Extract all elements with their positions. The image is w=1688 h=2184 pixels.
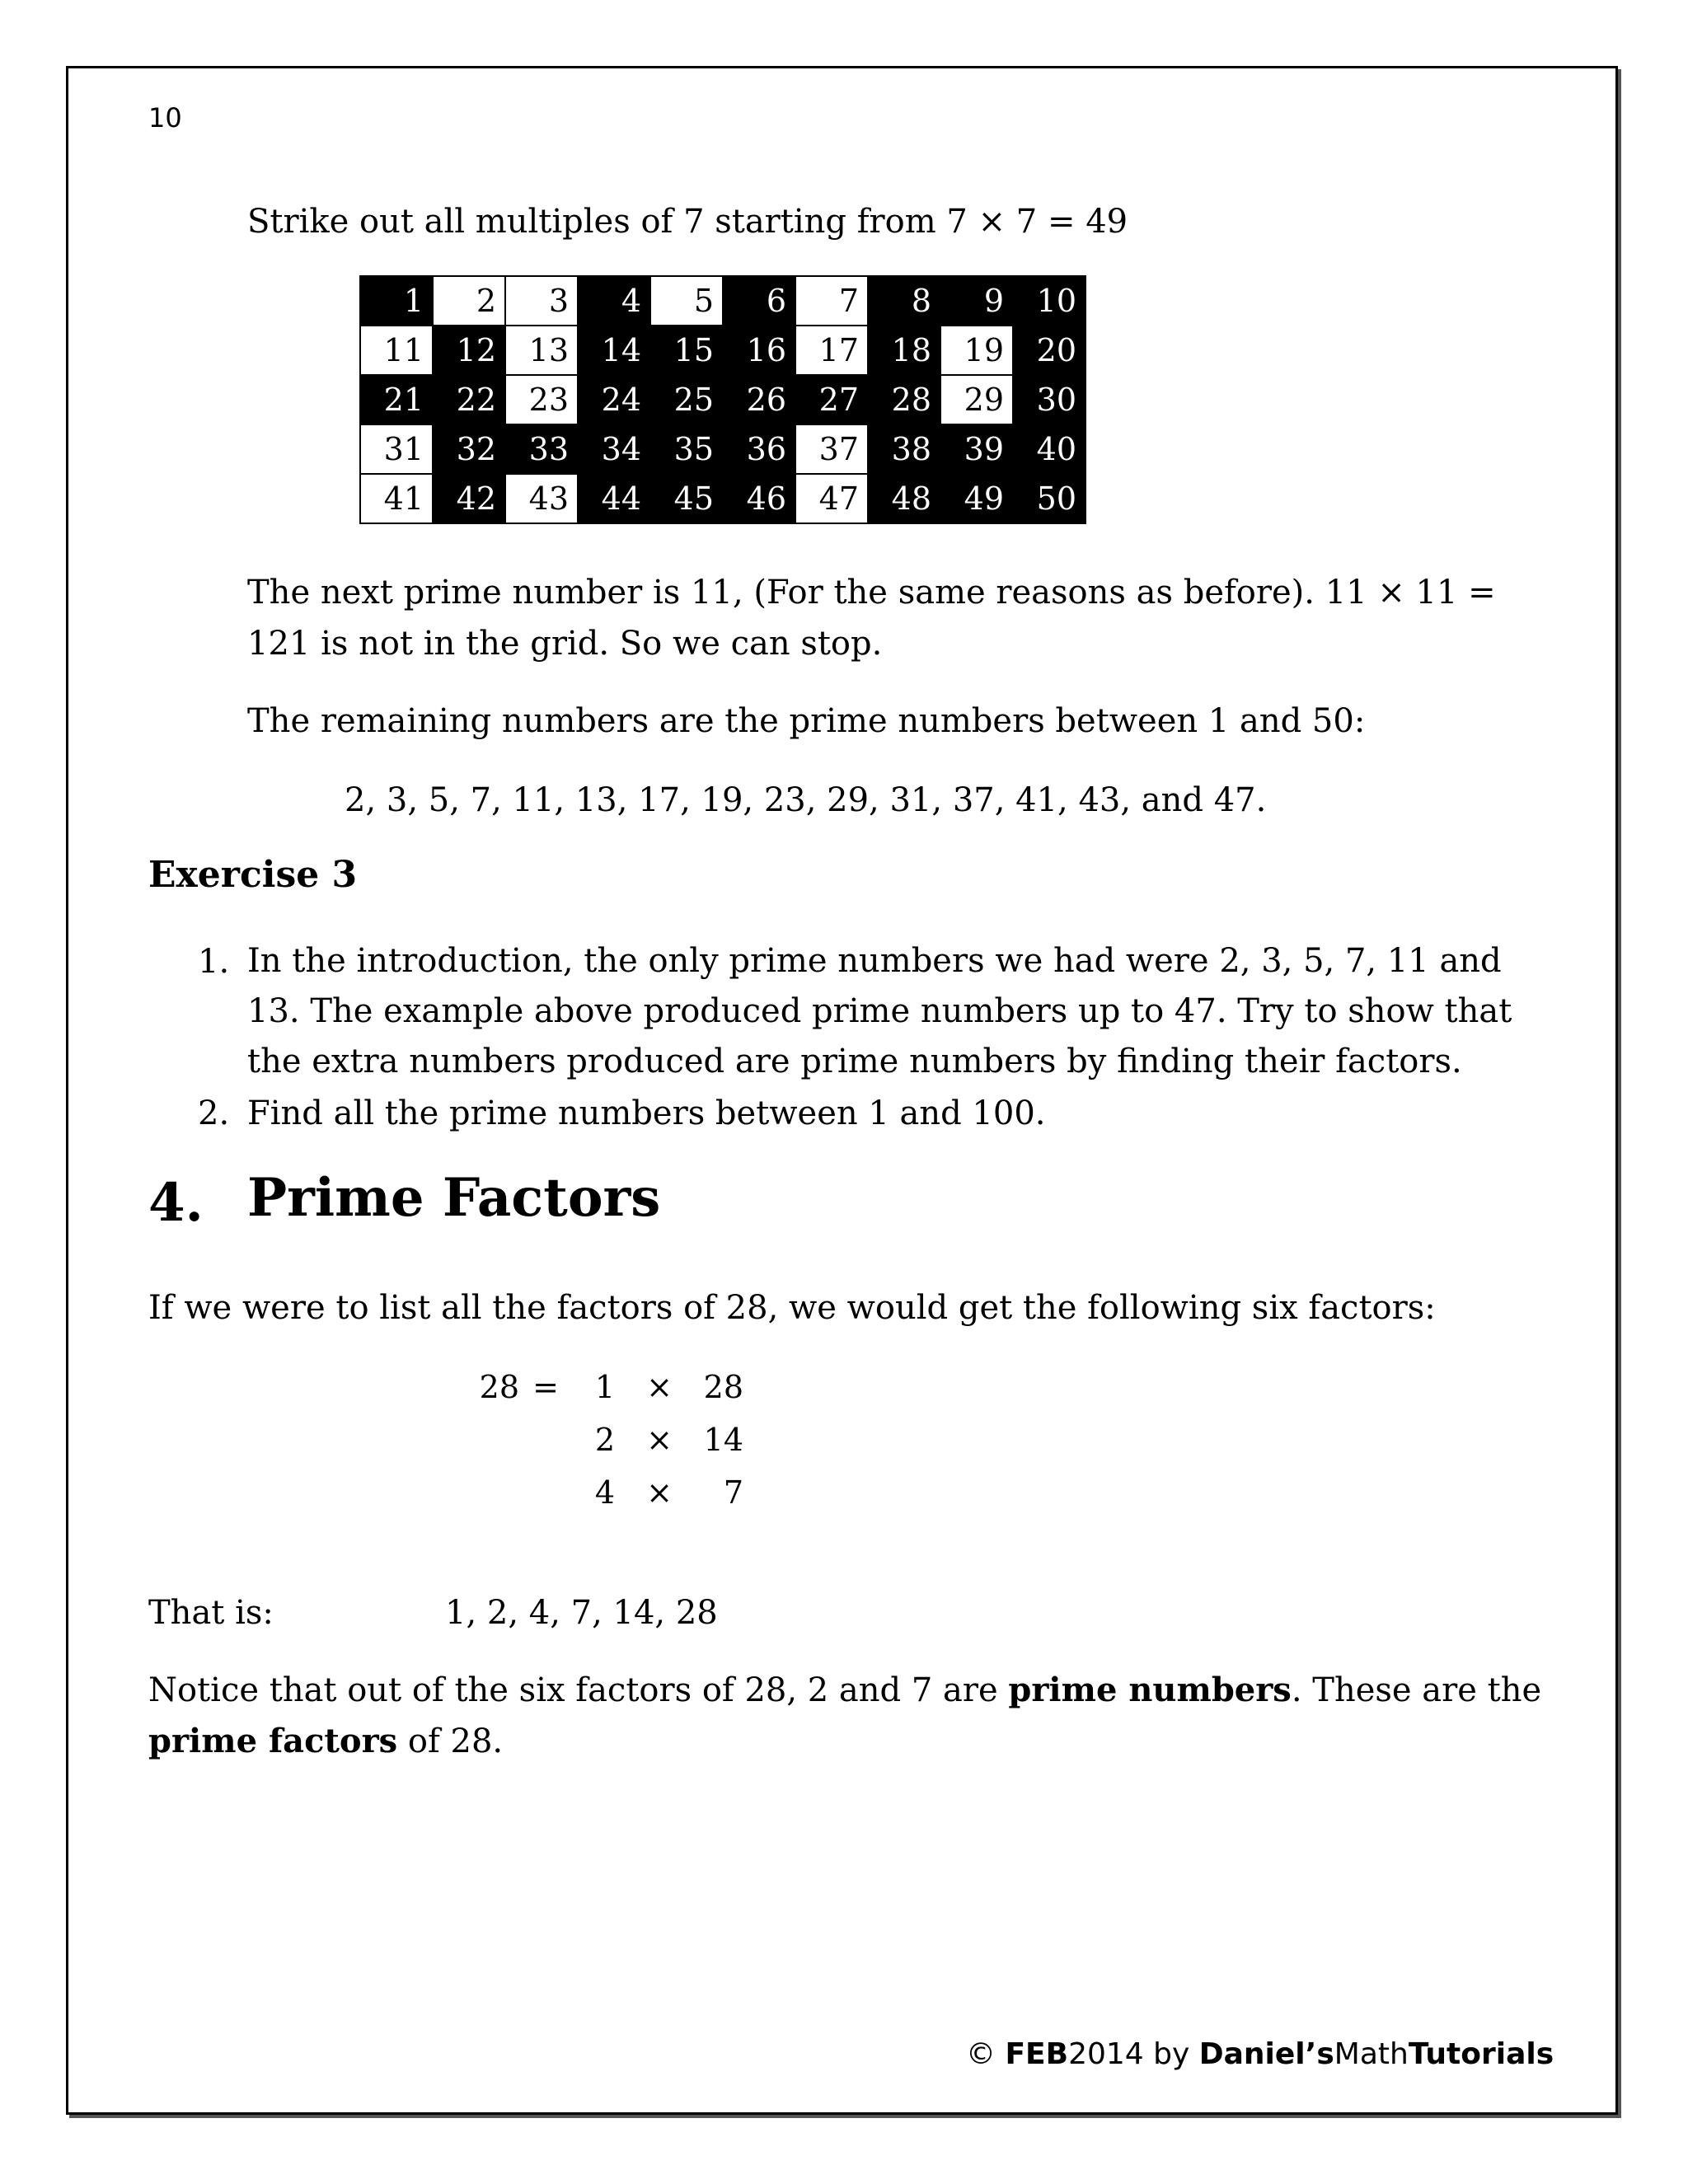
footer-year: 2014 by [1068,2037,1199,2071]
grid-cell: 45 [650,474,723,523]
factor-equals: = [532,1369,559,1405]
grid-cell: 36 [723,424,795,474]
grid-cell: 44 [578,474,650,523]
grid-cell: 9 [940,276,1013,326]
notice-bold-prime-numbers: prime numbers [1008,1671,1292,1709]
factor-lhs: 28 [479,1369,519,1405]
grid-cell: 22 [433,375,505,424]
grid-cell: 20 [1013,326,1085,375]
grid-cell: 19 [940,326,1013,375]
remaining-paragraph: The remaining numbers are the prime numbers between 1 and 50: [247,702,1366,740]
grid-cell: 34 [578,424,650,474]
grid-cell: 28 [868,375,940,424]
exercise-item-number: 2. [198,1094,230,1132]
footer-feb: FEB [1005,2037,1069,2071]
copyright-symbol: © [966,2037,1006,2071]
grid-cell: 30 [1013,375,1085,424]
grid-cell: 7 [795,276,868,326]
intro-text: Strike out all multiples of 7 starting from 7 × 7 = 49 [247,203,1128,241]
section-number: 4. [148,1172,204,1234]
notice-text: . These are the [1291,1671,1542,1709]
grid-row [360,474,1085,523]
grid-cell: 13 [505,326,578,375]
footer-copyright [966,2037,1554,2071]
factors-intro: If we were to list all the factors of 28, we would get the following six factors: [148,1289,1436,1327]
grid-cell: 15 [650,326,723,375]
grid-cell: 48 [868,474,940,523]
factor-a: 4 [594,1474,616,1511]
primes-list: 2, 3, 5, 7, 11, 13, 17, 19, 23, 29, 31, 37, 41, 43, and 47. [345,781,1267,819]
grid-cell: 18 [868,326,940,375]
grid-cell: 3 [505,276,578,326]
grid-cell: 43 [505,474,578,523]
grid-cell: 25 [650,375,723,424]
grid-cell: 6 [723,276,795,326]
factor-times: × [646,1422,673,1458]
factor-times: × [646,1474,673,1511]
grid-cell: 24 [578,375,650,424]
factor-b: 28 [703,1369,743,1405]
grid-cell: 47 [795,474,868,523]
grid-cell: 21 [360,375,433,424]
footer-daniels: Daniel’s [1198,2037,1334,2071]
grid-row [360,276,1085,326]
grid-cell: 1 [360,276,433,326]
grid-row [360,326,1085,375]
grid-cell: 11 [360,326,433,375]
that-is-value: 1, 2, 4, 7, 14, 28 [445,1594,718,1632]
factor-a: 1 [594,1369,616,1405]
grid-cell: 37 [795,424,868,474]
grid-cell: 4 [578,276,650,326]
grid-cell: 31 [360,424,433,474]
grid-cell: 29 [940,375,1013,424]
exercise-item-text: In the introduction, the only prime numbers we had were 2, 3, 5, 7, 11 and 13. The example above produced prime numbers up to 47. Try to show that the extra numbers produced are prime numbers by finding their factors. [247,942,1512,1080]
grid-cell: 23 [505,375,578,424]
grid-cell: 5 [650,276,723,326]
grid-cell: 17 [795,326,868,375]
grid-cell: 40 [1013,424,1085,474]
footer-math: Math [1334,2037,1409,2071]
grid-cell: 50 [1013,474,1085,523]
grid-cell: 10 [1013,276,1085,326]
page-number: 10 [148,102,182,134]
grid-cell: 32 [433,424,505,474]
grid-cell: 14 [578,326,650,375]
grid-cell: 16 [723,326,795,375]
grid-cell: 49 [940,474,1013,523]
factor-times: × [646,1369,673,1405]
grid-cell: 35 [650,424,723,474]
grid-cell: 12 [433,326,505,375]
grid-cell: 41 [360,474,433,523]
next-prime-paragraph: The next prime number is 11, (For the same reasons as before). 11 × 11 = 121 is not in the grid. So we can stop. [247,574,1496,663]
notice-bold-prime-factors: prime factors [148,1722,398,1760]
sieve-grid [359,275,1086,524]
notice-paragraph [148,1665,1550,1767]
footer-tutorials: Tutorials [1408,2037,1554,2071]
factor-b: 14 [703,1422,743,1458]
grid-cell: 42 [433,474,505,523]
exercise-item-text: Find all the prime numbers between 1 and 100. [247,1094,1046,1132]
that-is-label: That is: [148,1594,274,1632]
section-title: Prime Factors [247,1167,661,1229]
grid-cell: 33 [505,424,578,474]
grid-cell: 8 [868,276,940,326]
grid-row [360,424,1085,474]
exercise-item-number: 1. [198,943,230,981]
grid-cell: 26 [723,375,795,424]
factor-b: 7 [723,1474,743,1511]
grid-cell: 27 [795,375,868,424]
factor-a: 2 [594,1422,616,1458]
grid-cell: 46 [723,474,795,523]
grid-cell: 38 [868,424,940,474]
exercise-title: Exercise 3 [148,854,358,896]
grid-cell: 39 [940,424,1013,474]
notice-text: of 28. [397,1722,504,1760]
notice-text: Notice that out of the six factors of 28, 2 and 7 are [148,1671,1009,1709]
grid-cell: 2 [433,276,505,326]
grid-row [360,375,1085,424]
